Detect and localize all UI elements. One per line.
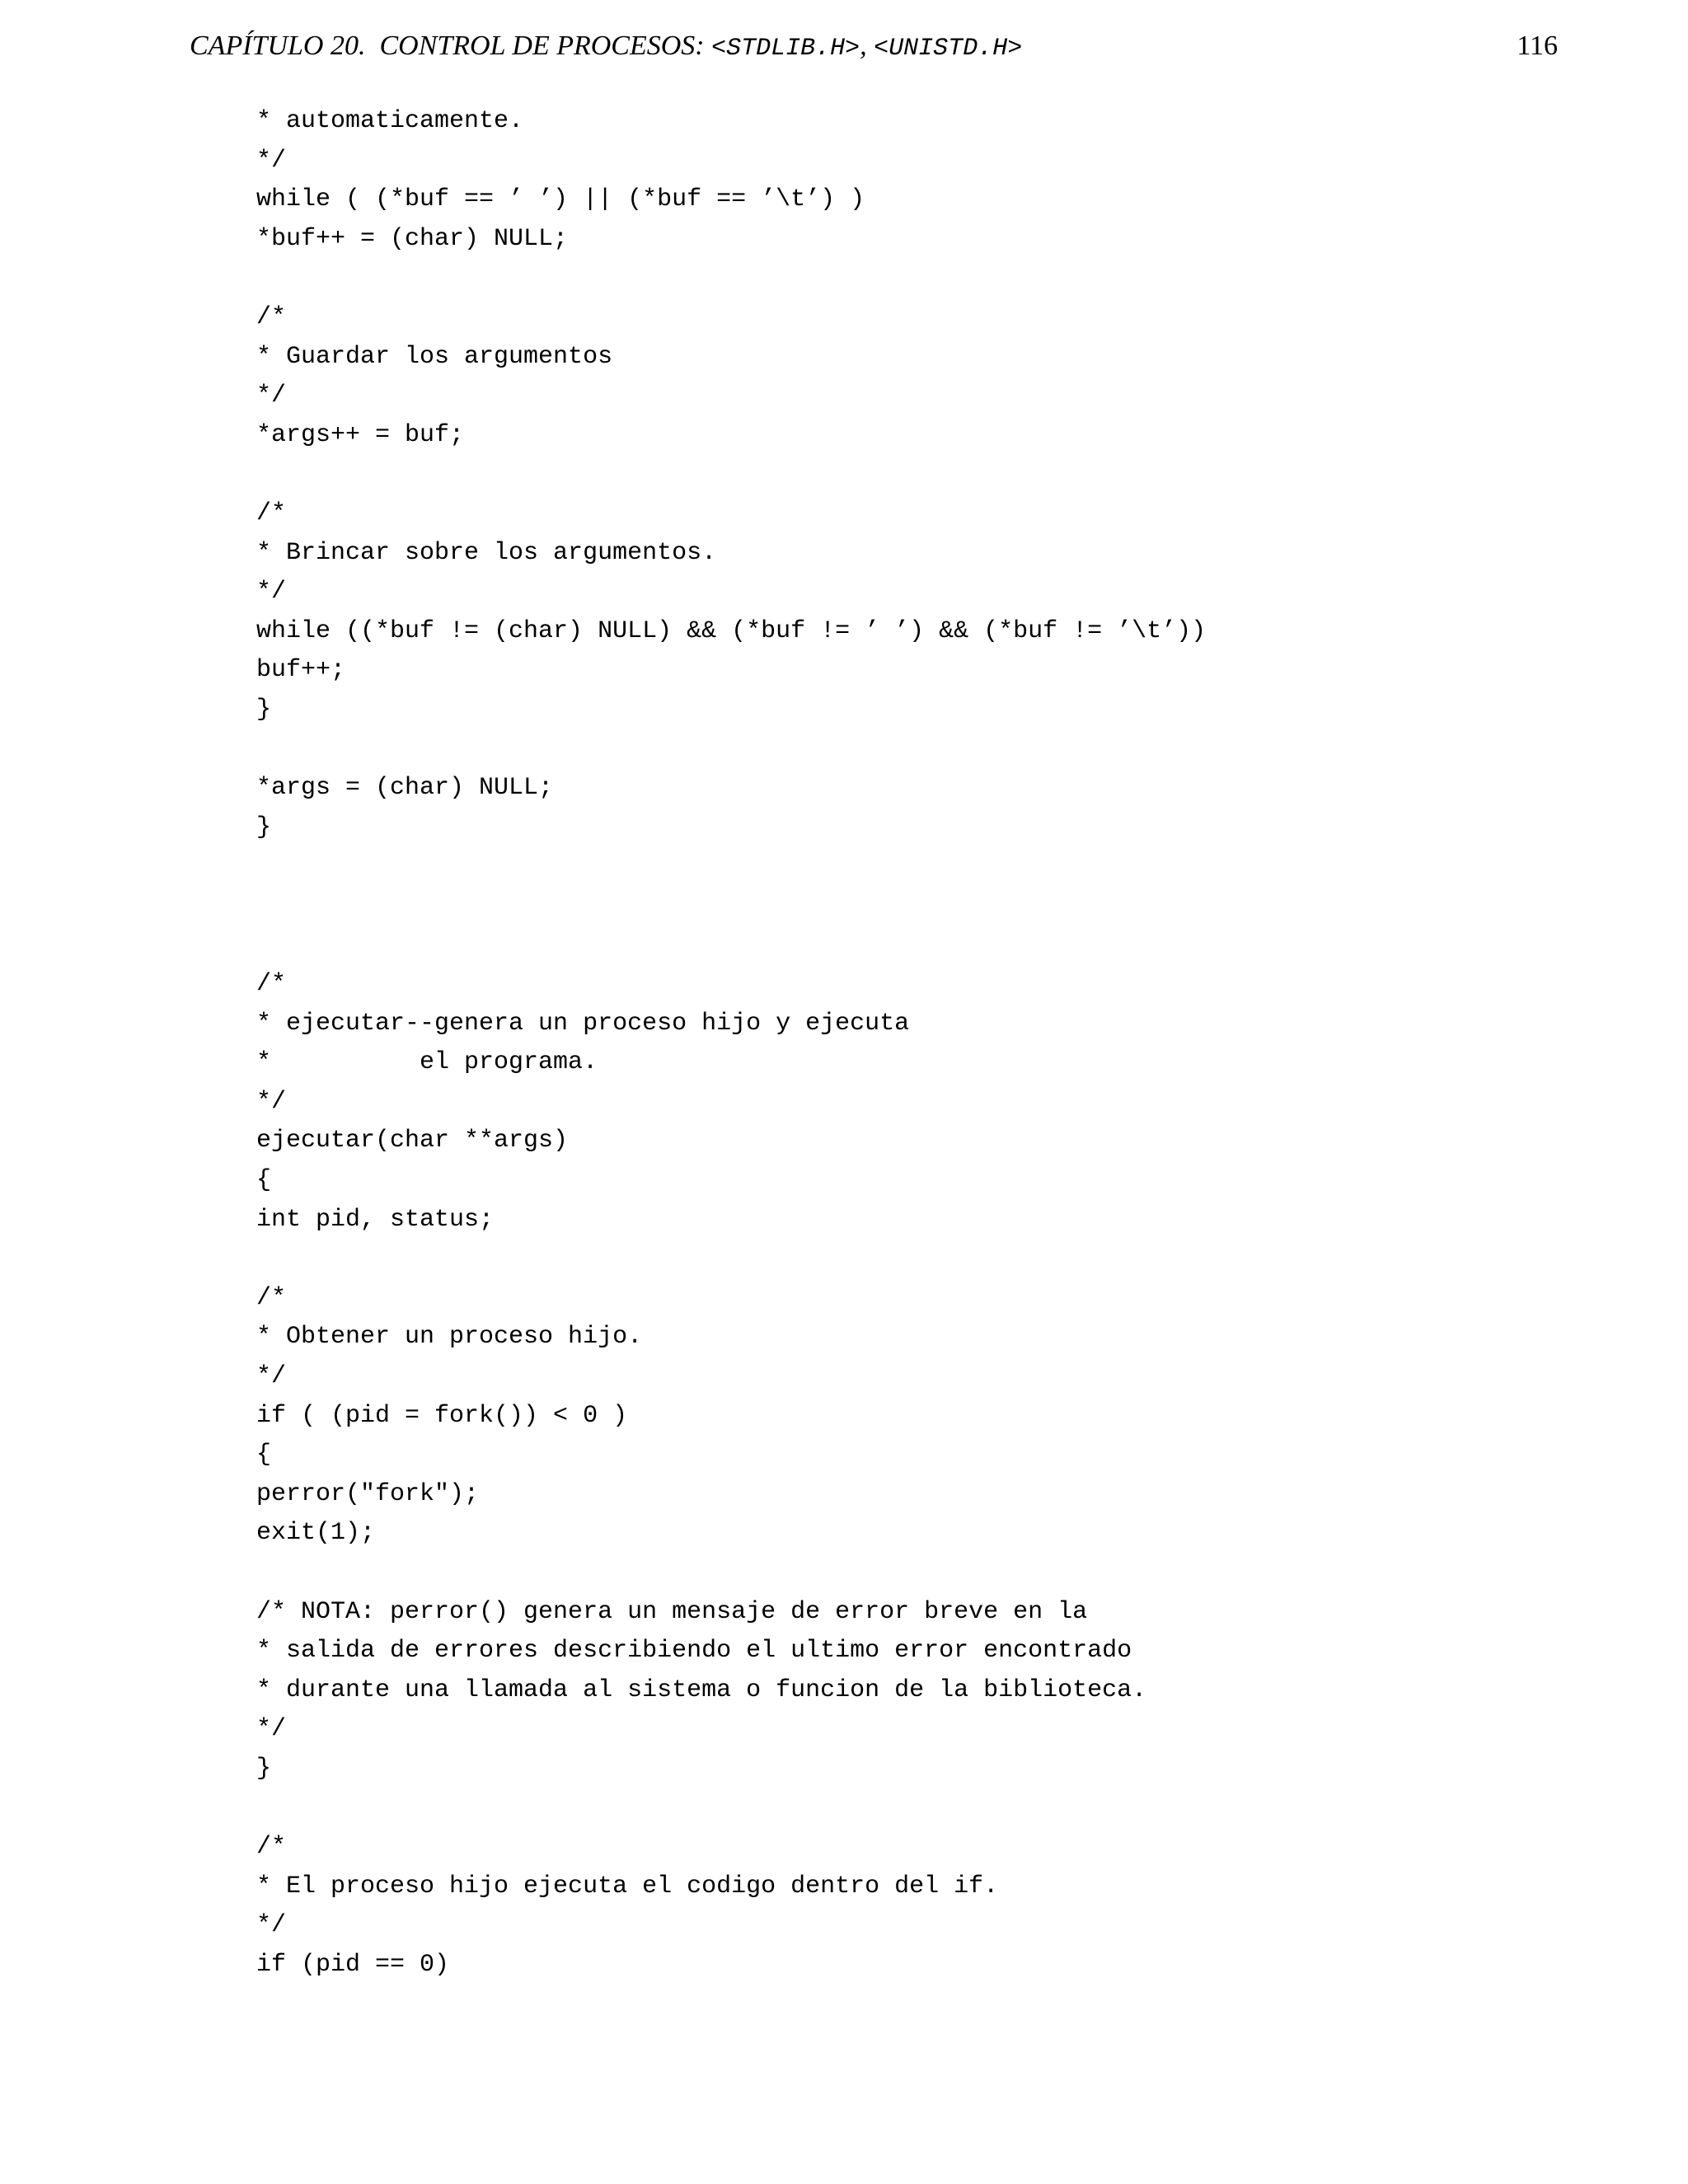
code-listing xyxy=(256,102,1206,1985)
code-line: */ xyxy=(256,1715,287,1744)
code-line: buf++; xyxy=(256,656,346,685)
code-line xyxy=(256,1240,1206,1279)
chapter-title-stdlib: <STDLIB.H> xyxy=(711,35,860,63)
code-line xyxy=(256,730,1206,770)
code-line: * salida de errores describiendo el ultimo error encontrado xyxy=(256,1637,1132,1666)
code-line: * ejecutar--genera un proceso hijo y ejecuta xyxy=(256,1009,910,1038)
code-line: int pid, status; xyxy=(256,1205,495,1234)
code-line: /* NOTA: perror() genera un mensaje de error breve en la xyxy=(256,1597,1088,1626)
code-line xyxy=(256,926,1206,965)
page-number: 116 xyxy=(1517,30,1558,61)
code-line: if ( (pid = fork()) < 0 ) xyxy=(256,1401,628,1430)
running-header xyxy=(190,25,1558,68)
code-line: /* xyxy=(256,499,287,527)
code-line: */ xyxy=(256,578,287,607)
chapter-title-unistd: <UNISTD.H> xyxy=(874,35,1023,63)
code-line: * el programa. xyxy=(256,1048,598,1077)
code-line: { xyxy=(256,1166,272,1195)
code-line: */ xyxy=(256,382,287,410)
code-line: if (pid == 0) xyxy=(256,1950,450,1979)
code-line: *args = (char) NULL; xyxy=(256,774,554,803)
code-line xyxy=(256,887,1206,926)
code-line: */ xyxy=(256,146,287,175)
code-line: */ xyxy=(256,1911,287,1940)
code-line: while ( (*buf == ’ ’) || (*buf == ’\t’) ) xyxy=(256,185,865,214)
chapter-title-separator: , xyxy=(860,30,874,61)
code-line: /* xyxy=(256,1283,287,1312)
code-line: */ xyxy=(256,1362,287,1390)
code-line: exit(1); xyxy=(256,1519,376,1548)
code-line: } xyxy=(256,813,272,841)
code-line: *buf++ = (char) NULL; xyxy=(256,224,569,253)
code-line: * Brincar sobre los argumentos. xyxy=(256,538,717,567)
code-line: */ xyxy=(256,1087,287,1116)
code-line xyxy=(256,259,1206,298)
code-line: * Guardar los argumentos xyxy=(256,342,613,371)
code-line: { xyxy=(256,1441,272,1469)
code-line xyxy=(256,1554,1206,1593)
chapter-title xyxy=(190,25,1022,70)
code-line: while ((*buf != (char) NULL) && (*buf != ’ ’) && (*buf != ’\t’)) xyxy=(256,616,1207,645)
code-line xyxy=(256,455,1206,494)
code-line: /* xyxy=(256,970,287,999)
code-line: * Obtener un proceso hijo. xyxy=(256,1323,643,1352)
code-line: * El proceso hijo ejecuta el codigo dentro del if. xyxy=(256,1872,999,1900)
code-line xyxy=(256,847,1206,887)
code-line: /* xyxy=(256,1833,287,1862)
code-line: ejecutar(char **args) xyxy=(256,1127,569,1155)
chapter-title-text: CAPÍTULO 20. CONTROL DE PROCESOS: xyxy=(190,30,712,61)
code-line: perror("fork"); xyxy=(256,1479,480,1508)
code-line: } xyxy=(256,695,272,724)
code-line: *args++ = buf; xyxy=(256,420,465,449)
code-line: * durante una llamada al sistema o funcion de la biblioteca. xyxy=(256,1675,1147,1704)
code-line: /* xyxy=(256,302,287,331)
code-line: * automaticamente. xyxy=(256,107,524,135)
code-line xyxy=(256,1789,1206,1829)
code-line: } xyxy=(256,1754,272,1783)
